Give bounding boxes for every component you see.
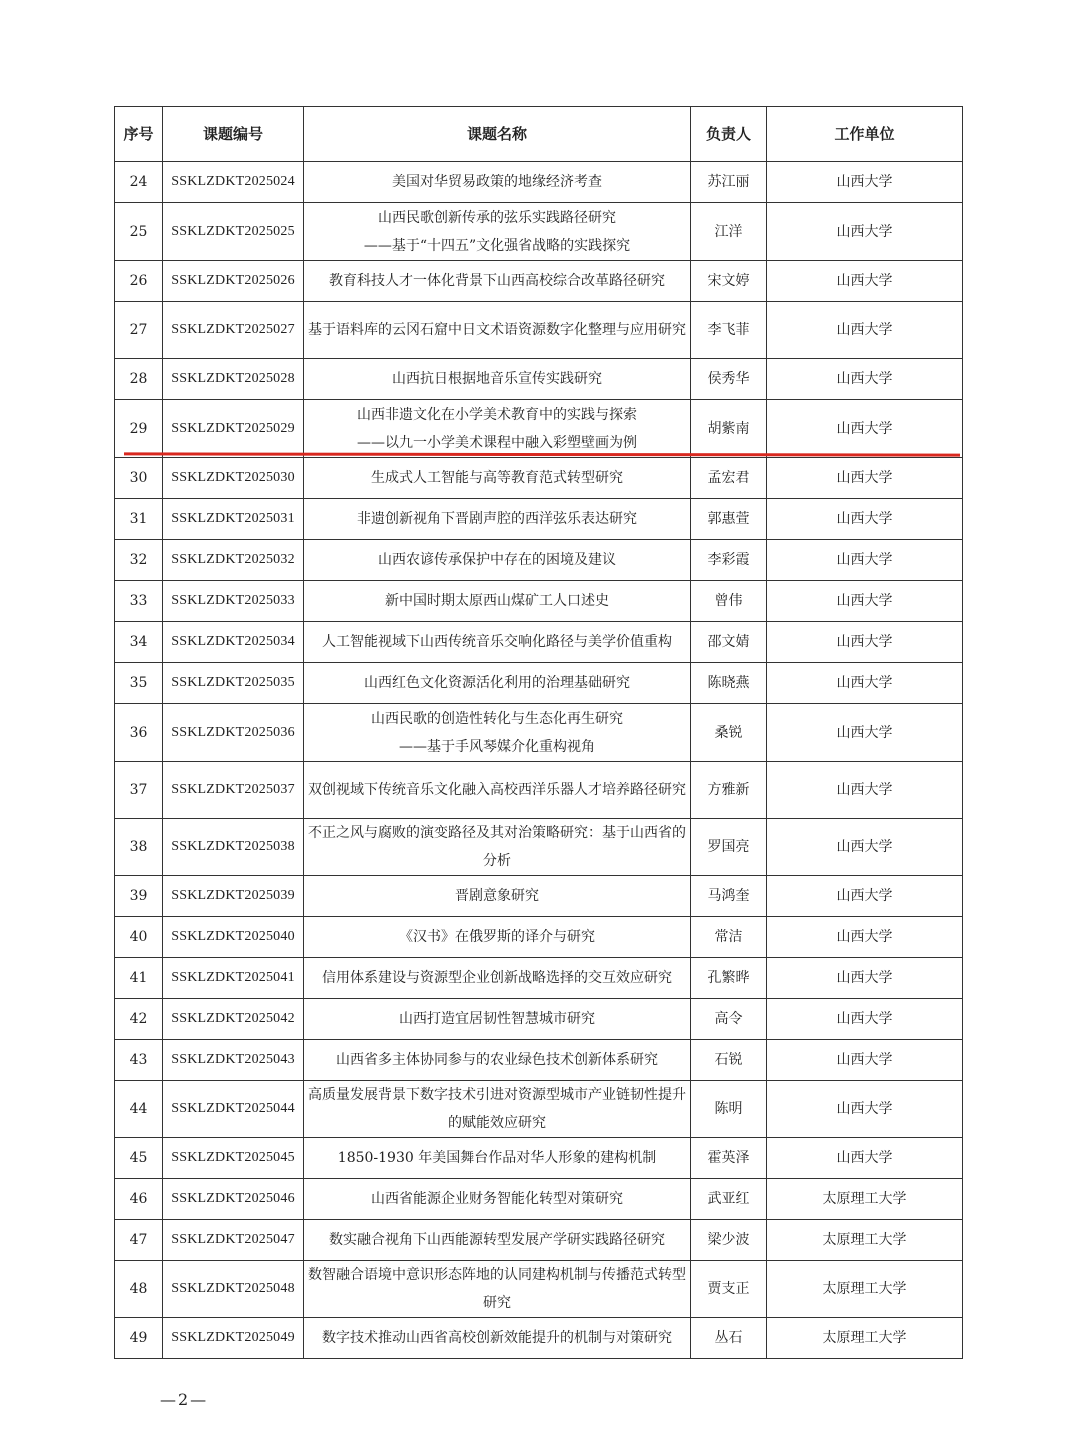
table-row: [115, 458, 963, 499]
header-title: 课题名称: [304, 107, 691, 162]
cell-unit: 山西大学: [767, 458, 963, 499]
cell-unit: 太原理工大学: [767, 1220, 963, 1261]
cell-index: 26: [115, 261, 163, 302]
cell-lead: 石锐: [691, 1040, 767, 1081]
title-text: 数智融合语境中意识形态阵地的认同建构机制与传播范式转型研究: [308, 1267, 686, 1311]
table-row: [115, 359, 963, 400]
cell-index: 33: [115, 581, 163, 622]
cell-unit: 山西大学: [767, 876, 963, 917]
table-row: [115, 302, 963, 359]
cell-code: SSKLZDKT2025037: [163, 762, 304, 819]
cell-title: [304, 400, 691, 458]
cell-code: SSKLZDKT2025038: [163, 819, 304, 876]
cell-code: SSKLZDKT2025048: [163, 1261, 304, 1318]
title-text: 晋剧意象研究: [455, 888, 539, 904]
table-row: [115, 663, 963, 704]
cell-index: 37: [115, 762, 163, 819]
cell-lead: 胡紫南: [691, 400, 767, 458]
cell-title: [304, 302, 691, 359]
cell-index: 48: [115, 1261, 163, 1318]
cell-title: [304, 540, 691, 581]
cell-code: SSKLZDKT2025039: [163, 876, 304, 917]
cell-code: SSKLZDKT2025031: [163, 499, 304, 540]
cell-lead: 郭惠萱: [691, 499, 767, 540]
cell-title: [304, 499, 691, 540]
cell-lead: 孟宏君: [691, 458, 767, 499]
cell-title: [304, 359, 691, 400]
cell-index: 46: [115, 1179, 163, 1220]
table-row: [115, 581, 963, 622]
title-text: 美国对华贸易政策的地缘经济考查: [392, 174, 602, 190]
cell-unit: 山西大学: [767, 359, 963, 400]
cell-unit: 山西大学: [767, 663, 963, 704]
title-text: 人工智能视域下山西传统音乐交响化路径与美学价值重构: [322, 634, 672, 650]
table-row: [115, 400, 963, 458]
cell-unit: 山西大学: [767, 762, 963, 819]
table-row: [115, 958, 963, 999]
cell-lead: 贾支正: [691, 1261, 767, 1318]
header-index: 序号: [115, 107, 163, 162]
table-row: [115, 1081, 963, 1138]
cell-code: SSKLZDKT2025035: [163, 663, 304, 704]
cell-title: [304, 1179, 691, 1220]
table-row: [115, 499, 963, 540]
cell-index: 40: [115, 917, 163, 958]
cell-title: [304, 581, 691, 622]
cell-lead: 丛石: [691, 1318, 767, 1359]
table-row: [115, 203, 963, 261]
cell-lead: 马鸿奎: [691, 876, 767, 917]
header-lead: 负责人: [691, 107, 767, 162]
title-text: 数实融合视角下山西能源转型发展产学研实践路径研究: [329, 1232, 665, 1248]
cell-title: [304, 1040, 691, 1081]
cell-unit: 山西大学: [767, 261, 963, 302]
cell-index: 49: [115, 1318, 163, 1359]
cell-title: [304, 1220, 691, 1261]
cell-lead: 方雅新: [691, 762, 767, 819]
title-text: 山西非遗文化在小学美术教育中的实践与探索: [357, 406, 637, 423]
cell-title: [304, 162, 691, 203]
cell-lead: 李彩霞: [691, 540, 767, 581]
cell-title: [304, 704, 691, 762]
cell-index: 41: [115, 958, 163, 999]
cell-unit: 山西大学: [767, 1081, 963, 1138]
table-row: [115, 1318, 963, 1359]
cell-lead: 李飞菲: [691, 302, 767, 359]
cell-unit: 山西大学: [767, 302, 963, 359]
table-row: [115, 1040, 963, 1081]
cell-title: [304, 458, 691, 499]
cell-unit: 山西大学: [767, 581, 963, 622]
title-text: 生成式人工智能与高等教育范式转型研究: [371, 470, 623, 486]
cell-index: 24: [115, 162, 163, 203]
cell-code: SSKLZDKT2025024: [163, 162, 304, 203]
title-text: 山西农谚传承保护中存在的困境及建议: [378, 552, 616, 568]
title-text: 山西民歌的创造性转化与生态化再生研究: [371, 710, 623, 727]
cell-unit: 山西大学: [767, 162, 963, 203]
title-text: 新中国时期太原西山煤矿工人口述史: [385, 593, 609, 609]
table-row: [115, 704, 963, 762]
cell-lead: 邵文婧: [691, 622, 767, 663]
cell-title: [304, 663, 691, 704]
cell-lead: 桑锐: [691, 704, 767, 762]
cell-unit: 太原理工大学: [767, 1318, 963, 1359]
cell-title: [304, 819, 691, 876]
table-row: [115, 622, 963, 663]
cell-unit: 山西大学: [767, 499, 963, 540]
cell-lead: 罗国亮: [691, 819, 767, 876]
cell-code: SSKLZDKT2025027: [163, 302, 304, 359]
title-subtitle: ——以九一小学美术课程中融入彩塑壁画为例: [357, 434, 637, 451]
cell-lead: 陈明: [691, 1081, 767, 1138]
cell-title: [304, 261, 691, 302]
cell-unit: 山西大学: [767, 958, 963, 999]
cell-index: 44: [115, 1081, 163, 1138]
title-text: 山西省多主体协同参与的农业绿色技术创新体系研究: [336, 1052, 658, 1068]
title-text: 信用体系建设与资源型企业创新战略选择的交互效应研究: [322, 970, 672, 986]
cell-index: 25: [115, 203, 163, 261]
cell-title: [304, 1261, 691, 1318]
cell-lead: 孔繁晔: [691, 958, 767, 999]
table-row: [115, 999, 963, 1040]
title-subtitle: ——基于“十四五”文化强省战略的实践探究: [363, 237, 631, 254]
cell-index: 28: [115, 359, 163, 400]
title-subtitle: ——基于手风琴媒介化重构视角: [399, 738, 595, 755]
cell-index: 32: [115, 540, 163, 581]
cell-code: SSKLZDKT2025040: [163, 917, 304, 958]
cell-unit: 山西大学: [767, 999, 963, 1040]
cell-unit: 太原理工大学: [767, 1261, 963, 1318]
cell-index: 42: [115, 999, 163, 1040]
cell-code: SSKLZDKT2025045: [163, 1138, 304, 1179]
table-row: [115, 819, 963, 876]
table-row: [115, 1261, 963, 1318]
table-row: [115, 762, 963, 819]
cell-unit: 山西大学: [767, 917, 963, 958]
cell-lead: 宋文婷: [691, 261, 767, 302]
cell-title: [304, 622, 691, 663]
cell-code: SSKLZDKT2025043: [163, 1040, 304, 1081]
table-row: [115, 1138, 963, 1179]
cell-index: 47: [115, 1220, 163, 1261]
cell-code: SSKLZDKT2025047: [163, 1220, 304, 1261]
cell-title: [304, 762, 691, 819]
cell-title: [304, 958, 691, 999]
cell-lead: 常洁: [691, 917, 767, 958]
title-text: 基于语料库的云冈石窟中日文术语资源数字化整理与应用研究: [308, 322, 686, 338]
title-text: 非遗创新视角下晋剧声腔的西洋弦乐表达研究: [357, 511, 637, 527]
cell-unit: 山西大学: [767, 704, 963, 762]
cell-code: SSKLZDKT2025042: [163, 999, 304, 1040]
cell-code: SSKLZDKT2025029: [163, 400, 304, 458]
table-row: [115, 540, 963, 581]
cell-code: SSKLZDKT2025034: [163, 622, 304, 663]
cell-index: 43: [115, 1040, 163, 1081]
cell-index: 36: [115, 704, 163, 762]
cell-lead: 曾伟: [691, 581, 767, 622]
cell-index: 31: [115, 499, 163, 540]
title-text: 不正之风与腐败的演变路径及其对治策略研究：基于山西省的分析: [308, 825, 686, 869]
table-row: [115, 261, 963, 302]
title-text: 山西省能源企业财务智能化转型对策研究: [371, 1191, 623, 1207]
table-row: [115, 876, 963, 917]
cell-title: [304, 1318, 691, 1359]
cell-unit: 太原理工大学: [767, 1179, 963, 1220]
cell-unit: 山西大学: [767, 203, 963, 261]
table-body: [115, 162, 963, 1359]
cell-index: 38: [115, 819, 163, 876]
cell-lead: 高令: [691, 999, 767, 1040]
cell-lead: 霍英泽: [691, 1138, 767, 1179]
cell-index: 45: [115, 1138, 163, 1179]
cell-index: 35: [115, 663, 163, 704]
cell-lead: 武亚红: [691, 1179, 767, 1220]
title-text: 山西民歌创新传承的弦乐实践路径研究: [378, 209, 616, 226]
header-unit: 工作单位: [767, 107, 963, 162]
cell-lead: 陈晓燕: [691, 663, 767, 704]
table-row: [115, 917, 963, 958]
table-row: [115, 1179, 963, 1220]
cell-title: [304, 999, 691, 1040]
title-text: 数字技术推动山西省高校创新效能提升的机制与对策研究: [322, 1330, 672, 1346]
cell-index: 30: [115, 458, 163, 499]
title-text: 《汉书》在俄罗斯的译介与研究: [399, 929, 595, 945]
cell-unit: 山西大学: [767, 819, 963, 876]
cell-code: SSKLZDKT2025046: [163, 1179, 304, 1220]
cell-unit: 山西大学: [767, 1040, 963, 1081]
cell-code: SSKLZDKT2025044: [163, 1081, 304, 1138]
cell-index: 27: [115, 302, 163, 359]
cell-lead: 侯秀华: [691, 359, 767, 400]
cell-title: [304, 876, 691, 917]
cell-unit: 山西大学: [767, 1138, 963, 1179]
cell-unit: 山西大学: [767, 540, 963, 581]
table-header-row: [115, 107, 963, 162]
cell-lead: 苏江丽: [691, 162, 767, 203]
cell-code: SSKLZDKT2025049: [163, 1318, 304, 1359]
cell-title: [304, 203, 691, 261]
header-code: 课题编号: [163, 107, 304, 162]
cell-code: SSKLZDKT2025030: [163, 458, 304, 499]
cell-index: 29: [115, 400, 163, 458]
cell-code: SSKLZDKT2025028: [163, 359, 304, 400]
cell-code: SSKLZDKT2025033: [163, 581, 304, 622]
cell-unit: 山西大学: [767, 622, 963, 663]
cell-index: 39: [115, 876, 163, 917]
title-text: 双创视域下传统音乐文化融入高校西洋乐器人才培养路径研究: [308, 782, 686, 798]
cell-code: SSKLZDKT2025025: [163, 203, 304, 261]
cell-unit: 山西大学: [767, 400, 963, 458]
cell-lead: 江洋: [691, 203, 767, 261]
cell-code: SSKLZDKT2025036: [163, 704, 304, 762]
project-table: [114, 106, 963, 1359]
table-row: [115, 1220, 963, 1261]
cell-index: 34: [115, 622, 163, 663]
cell-code: SSKLZDKT2025032: [163, 540, 304, 581]
title-text: 1850-1930 年美国舞台作品对华人形象的建构机制: [337, 1150, 657, 1166]
page-number: —2—: [160, 1390, 209, 1409]
title-text: 山西红色文化资源活化利用的治理基础研究: [364, 675, 630, 691]
cell-title: [304, 1081, 691, 1138]
title-text: 山西抗日根据地音乐宣传实践研究: [392, 371, 602, 387]
cell-title: [304, 917, 691, 958]
cell-code: SSKLZDKT2025026: [163, 261, 304, 302]
table-row: [115, 162, 963, 203]
cell-title: [304, 1138, 691, 1179]
cell-lead: 梁少波: [691, 1220, 767, 1261]
title-text: 山西打造宜居韧性智慧城市研究: [399, 1011, 595, 1027]
title-text: 教育科技人才一体化背景下山西高校综合改革路径研究: [329, 273, 665, 289]
title-text: 高质量发展背景下数字技术引进对资源型城市产业链韧性提升的赋能效应研究: [308, 1087, 686, 1131]
cell-code: SSKLZDKT2025041: [163, 958, 304, 999]
